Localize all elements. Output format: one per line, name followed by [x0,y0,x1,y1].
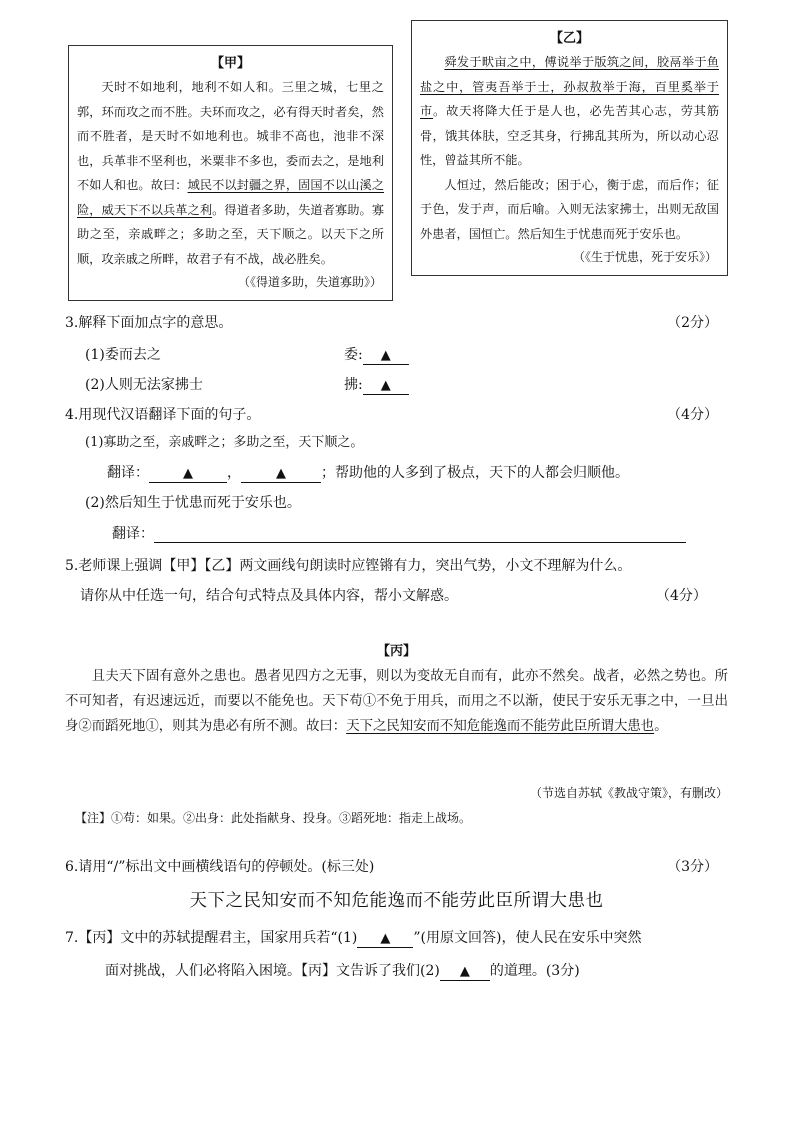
q3-stem: 3.解释下面加点字的意思。 [65,315,233,331]
passage-yi-text-2: 人恒过，然后能改；困于心，衡于虑，而后作；征于色，发于声，而后喻。入则无法家拂士，出则无敌国外患者，国恒亡。然后知生于忧患而死于安乐也。 [420,177,719,241]
q5-line2: 请你从中任选一句，结合句式特点及具体内容，帮小文解惑。 [80,588,458,604]
passage-jia-text: 天时不如地利，地利不如人和。三里之城，七里之郭，环而攻之而不胜。夫环而攻之，必有得天时者矣，然而不胜者，是天时不如地利也。城非不高也，池非不深也，兵革非不坚利也，米粟非不多也，委而去之，是地利不如人和也。故曰：域民不以封疆之界，固国不以山溪之险，威天下不以兵革之利。得道者多助，失道者寡助。寡助之至，亲戚畔之；多助之至，天下顺之。以天下之所顺，攻亲戚之所畔，故君子有不战，战必胜矣。 [77,80,385,266]
passage-yi-text: 舜发于畎亩之中，傅说举于版筑之间，胶鬲举于鱼盐之中，管夷吾举于士，孙叔敖举于海，百里奚举于市。故天将降大任于是人也，必先苦其心志，劳其筋骨，饿其体肤，空乏其身，行拂乱其所为，所以动心忍性，曾益其所不能。 [420,55,720,167]
q7-line1: 7.【丙】文中的苏轼提醒君主，国家用兵若“(1) ▲ ”(用原文回答)，使人民在安乐中突然 [65,930,642,946]
passage-yi-underlined: 舜发于畎亩之中，傅说举于版筑之间，胶鬲举于鱼盐之中，管夷吾举于士，孙叔敖举于海，百里奚举于市 [420,55,719,118]
q3-item2: (2)人则无法家拂士 [85,377,203,393]
q4-translation2: 翻译： [112,524,686,544]
q4-blank-a[interactable]: ▲ [149,465,227,483]
passage-bing-title: 【丙】 [376,644,416,659]
q6-sentence[interactable]: 天下之民知安而不知危能逸而不能劳此臣所谓大患也 [189,891,604,911]
q4-points: （4分） [667,407,718,423]
q3-answer2: 拂: ▲ [344,375,409,395]
q4-blank-b[interactable]: ▲ [241,465,321,483]
passage-bing-note: 【注】①苟：如果。②出身：此处指献身、投身。③蹈死地：指走上战场。 [75,811,472,825]
q5-points: （4分） [656,588,707,604]
q7-blank2[interactable]: ▲ [440,963,490,981]
q4-stem: 4.用现代汉语翻译下面的句子。 [65,407,261,423]
q7-blank1[interactable]: ▲ [357,930,413,948]
q3-item1: (1)委而去之 [85,347,161,363]
passage-yi-source: （《生于忧患，死于安乐》） [572,250,717,264]
passage-bing [65,664,728,739]
q4-translation1: 翻译： ▲ ， ▲ ；帮助他的人多到了极点，天下的人都会归顺他。 [107,465,629,481]
q5-line1: 5.老师课上强调【甲】【乙】两文画线句朗读时应铿锵有力，突出气势，小文不理解为什么。 [65,558,632,574]
q4-item1: (1)寡助之至，亲戚畔之；多助之至，天下顺之。 [85,435,364,450]
passage-jia-title: 【甲】 [210,56,250,71]
q3-points: （2分） [667,315,718,331]
passage-jia-underlined: 域民不以封疆之界，固国不以山溪之险，威天下不以兵革之利 [77,178,385,217]
q3-blank1[interactable]: ▲ [363,347,409,365]
passage-jia-box [68,45,393,301]
q4-item2: (2)然后知生于忧患而死于安乐也。 [85,495,301,511]
passage-yi-title: 【乙】 [549,31,589,46]
q4-answer-line[interactable] [154,526,686,543]
q6-stem: 6.请用“/”标出文中画横线语句的停顿处。(标三处) [65,859,375,875]
passage-bing-text: 且夫天下固有意外之患也。愚者见四方之无事，则以为变故无自而有，此亦不然矣。战者，必然之势也。所不可知者，有迟速远近，而要以不能免也。天下苟①不免于用兵，而用之不以渐，使民于安乐无事之中，一旦出身②而蹈死地①，则其为患必有所不测。故曰：天下之民知安而不知危能逸而不能劳此臣所谓大患也。 [65,669,728,734]
passage-yi-box [411,20,728,276]
q3-answer1: 委: ▲ [344,345,409,365]
q6-points: （3分） [667,859,718,875]
passage-bing-underlined: 天下之民知安而不知危能逸而不能劳此臣所谓大患也 [346,719,655,734]
q3-blank2[interactable]: ▲ [363,377,409,395]
q7-line2: 面对挑战，人们必将陷入困境。【丙】文告诉了我们(2) ▲ 的道理。(3分) [105,963,580,979]
passage-jia-source: （《得道多助，失道寡助》） [237,275,382,289]
passage-bing-source: （节选自苏轼《教战守策》，有删改） [529,786,728,800]
